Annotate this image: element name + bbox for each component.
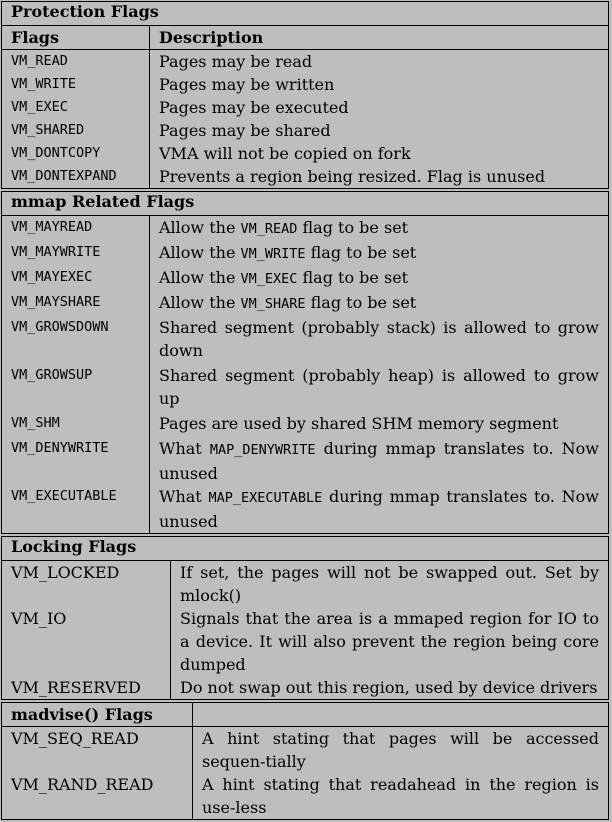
- flag-description: Pages may be written: [149, 73, 608, 96]
- flag-name: VM_SEQ_READ: [11, 729, 139, 748]
- table-row: [2, 96, 608, 119]
- flag-description: A hint stating that pages will be accessed sequen-tially: [192, 727, 608, 773]
- flag-name: VM_GROWSDOWN: [11, 319, 109, 335]
- flag-name: VM_READ: [11, 53, 68, 69]
- mmap-flags-section: [1, 191, 609, 534]
- table-row: [2, 773, 608, 819]
- flag-description: Do not swap out this region, used by device drivers: [170, 676, 608, 699]
- table-row: [2, 437, 608, 485]
- flag-description: Pages may be shared: [149, 119, 608, 142]
- table-row: [2, 73, 608, 96]
- flag-description: Signals that the area is a mmaped region for IO to a device. It will also prevent the region being core dumped: [170, 607, 608, 676]
- flag-description: Allow the VM_READ flag to be set: [149, 216, 608, 241]
- table-row: [2, 727, 608, 773]
- table-row: [2, 216, 608, 241]
- flag-description: Pages may be read: [149, 50, 608, 73]
- flag-name: VM_MAYREAD: [11, 219, 93, 235]
- table-row: [2, 165, 608, 188]
- flag-description: Allow the VM_EXEC flag to be set: [149, 266, 608, 291]
- column-header-row: [2, 26, 608, 50]
- flag-description: Shared segment (probably stack) is allowed to grow down: [149, 316, 608, 364]
- section-title: madvise() Flags: [11, 705, 153, 724]
- column-header-description: Description: [149, 26, 608, 49]
- flags-table: [1, 1, 609, 822]
- flag-description: Prevents a region being resized. Flag is unused: [149, 165, 608, 188]
- table-row: [2, 241, 608, 266]
- section-title: Locking Flags: [2, 537, 608, 561]
- flag-name: VM_EXECUTABLE: [11, 488, 117, 504]
- table-row: [2, 485, 608, 533]
- table-row: [2, 266, 608, 291]
- flag-description: Allow the VM_SHARE flag to be set: [149, 291, 608, 316]
- flag-description: What MAP_DENYWRITE during mmap translates to. Now unused: [149, 437, 608, 485]
- flag-description: Pages may be executed: [149, 96, 608, 119]
- locking-flags-section: [1, 536, 609, 700]
- flag-name: VM_LOCKED: [11, 563, 120, 582]
- flag-name: VM_MAYWRITE: [11, 244, 101, 260]
- table-row: [2, 412, 608, 437]
- section-title: Protection Flags: [2, 2, 608, 26]
- flag-name: VM_WRITE: [11, 76, 77, 92]
- flag-name: VM_IO: [11, 609, 67, 628]
- flag-description: Pages are used by shared SHM memory segment: [149, 412, 608, 437]
- flag-name: VM_EXEC: [11, 99, 68, 115]
- flag-description: VMA will not be copied on fork: [149, 142, 608, 165]
- flag-description: If set, the pages will not be swapped out. Set by mlock(): [170, 561, 608, 607]
- protection-flags-section: [1, 1, 609, 189]
- flag-name: VM_DONTCOPY: [11, 145, 101, 161]
- flag-name: VM_MAYSHARE: [11, 294, 101, 310]
- flag-name: VM_GROWSUP: [11, 367, 93, 383]
- flag-name: VM_SHARED: [11, 122, 85, 138]
- flag-description: A hint stating that readahead in the region is use-less: [192, 773, 608, 819]
- section-title: mmap Related Flags: [2, 192, 608, 216]
- flag-description: What MAP_EXECUTABLE during mmap translates to. Now unused: [149, 485, 608, 533]
- column-header-flags: Flags: [11, 28, 59, 47]
- section-header-row: [2, 703, 608, 727]
- table-row: [2, 676, 608, 699]
- table-row: [2, 607, 608, 676]
- table-row: [2, 119, 608, 142]
- table-row: [2, 561, 608, 607]
- flag-name: VM_SHM: [11, 415, 60, 431]
- table-row: [2, 316, 608, 364]
- section-header-empty: [192, 703, 608, 726]
- table-row: [2, 50, 608, 73]
- table-row: [2, 291, 608, 316]
- madvise-flags-section: [1, 702, 609, 820]
- flag-name: VM_RESERVED: [11, 678, 141, 697]
- table-row: [2, 364, 608, 412]
- flag-name: VM_DENYWRITE: [11, 440, 109, 456]
- flag-name: VM_MAYEXEC: [11, 269, 93, 285]
- flag-description: Shared segment (probably heap) is allowed to grow up: [149, 364, 608, 412]
- flag-name: VM_DONTEXPAND: [11, 168, 117, 184]
- table-row: [2, 142, 608, 165]
- flag-description: Allow the VM_WRITE flag to be set: [149, 241, 608, 266]
- flag-name: VM_RAND_READ: [11, 775, 154, 794]
